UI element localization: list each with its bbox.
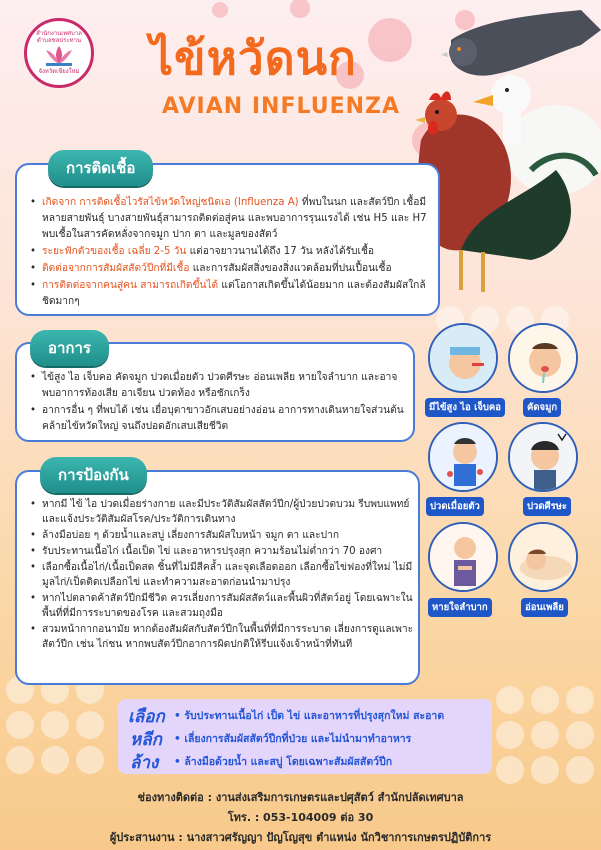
fever-icon [428, 323, 498, 393]
infection-list [30, 195, 430, 311]
headache-icon [508, 422, 578, 492]
motto-item: • ล้างมือด้วยน้ำ และสบู่ โดยเฉพาะสัมผัสสัตว์ปีก [174, 756, 393, 768]
logo-text-bottom: จังหวัดเชียงใหม่ [38, 68, 80, 75]
logo-text-top: สำนักงานเทศบาลตำบลชลประทาน [36, 30, 82, 44]
infection-item: • ติดต่อจากการสัมผัสสัตว์ปีกที่มีเชื้อ และการสัมผัสสิ่งของสิ่งแวดล้อมที่ปนเปื้อนเชื้อ [30, 261, 430, 277]
breathing-icon [428, 522, 498, 592]
footer-contact [0, 784, 601, 850]
prevention-item: • ล้างมือบ่อย ๆ ด้วยน้ำและสบู่ เลี่ยงการสัมผัสใบหน้า จมูก ตา และปาก [30, 528, 415, 543]
lotus-icon [42, 44, 76, 66]
infection-heading: การติดเชื้อ [48, 150, 153, 186]
symptom-label-runny-nose: คัดจมูก [523, 398, 561, 417]
prevention-item: • เลือกซื้อเนื้อไก่/เนื้อเป็ดสด ชิ้นที่ไม่มีสีคล้ำ และจุดเลือดออก เลือกซื้อไข่ฟองที่ใหม่ ไม่มีมูลไก่/เป็ดติดเปลือกไข่ และทำความสะอาดก่อนนำมาปรุง [30, 560, 415, 590]
motto-box [118, 699, 492, 774]
motto-item: • เลี่ยงการสัมผัสสัตว์ปีกที่ป่วย และไม่นำมาทำอาหาร [174, 733, 412, 745]
pigeon-icon [441, 10, 601, 76]
symptom-label-fever: มีไข้สูง ไอ เจ็บคอ [425, 398, 505, 417]
infection-item: • ระยะฟักตัวของเชื้อ เฉลี่ย 2-5 วัน แต่อาจยาวนานได้ถึง 17 วัน หลังได้รับเชื้อ [30, 244, 430, 260]
body-ache-icon [428, 422, 498, 492]
symptoms-list [30, 370, 405, 436]
symptom-item: • อาการอื่น ๆ ที่พบได้ เช่น เยื่อบุตาขาวอักเสบอย่างอ่อน อาการทางเดินหายใจส่วนต้นคล้ายไข้หวัดใหญ่ จนถึงปอดอักเสบเสียชีวิต [30, 403, 405, 435]
page-subtitle: AVIAN INFLUENZA [162, 94, 400, 119]
runny-nose-icon [508, 323, 578, 393]
infection-item: • การติดต่อจากคนสู่คน สามารถเกิดขึ้นได้ แต่โอกาสเกิดขึ้นได้น้อยมาก และต้องสัมผัสใกล้ชิดมากๆ [30, 278, 430, 310]
symptom-label-breathing: หายใจลำบาก [428, 598, 492, 617]
prevention-item: • หากมี ไข้ ไอ ปวดเมื่อยร่างกาย และมีประวัติสัมผัสสัตว์ปีก/ผู้ป่วยปวดบวม รีบพบแพทย์ และแจ้งประวัติสัมผัสโรค/ประวัติการเดินทาง [30, 497, 415, 527]
prevention-heading: การป้องกัน [40, 457, 147, 493]
prevention-list [30, 497, 415, 653]
motto-word-wash: ล้าง [130, 753, 159, 773]
motto-word-choose: เลือก [128, 707, 165, 727]
municipality-logo [24, 18, 94, 88]
infection-item: • เกิดจาก การติดเชื้อไวรัสไข้หวัดใหญ่ชนิดเอ (Influenza A) ที่พบในนก และสัตว์ปีก เชื้อมีหลายสายพันธุ์ บางสายพันธุ์สามารถติดต่อสู่คน และพบอาการรุนแรงได้ เช่น H5 และ H7 พบเชื้อในสารคัดหลั่งจากจมูก ปาก ตา และมูลของสัตว์ [30, 195, 430, 243]
footer-line: โทร. : 053-104009 ต่อ 30 [227, 811, 374, 824]
prevention-item: • สวมหน้ากากอนามัย หากต้องสัมผัสกับสัตว์ปีกในพื้นที่ที่มีการระบาด เลี่ยงการดูแลเพาะสัตว์ปีก เช่น ไก่ชน หากพบสัตว์ปีกอาการผิดปกติให้รีบแจ้งเจ้าหน้าที่ทันที [30, 622, 415, 652]
footer-line: ช่องทางติดต่อ : งานส่งเสริมการเกษตรและปศุสัตว์ สำนักปลัดเทศบาล [137, 791, 464, 804]
footer-line: ผู้ประสานงาน : นางสาวศรัญญา ปัญโญสุข ตำแหน่ง นักวิชาการเกษตรปฏิบัติการ [109, 831, 492, 844]
fatigue-icon [508, 522, 578, 592]
motto-item: • รับประทานเนื้อไก่ เป็ด ไข่ และอาหารที่ปรุงสุกใหม่ สะอาด [174, 710, 445, 722]
symptom-label-fatigue: อ่อนเพลีย [521, 598, 568, 617]
symptom-item: • ไข้สูง ไอ เจ็บคอ คัดจมูก ปวดเมื่อยตัว ปวดศีรษะ อ่อนเพลีย หายใจลำบาก และอาจพบอาการท้องเสีย อาเจียน ปวดท้อง หรือชักเกร็ง [30, 370, 405, 402]
prevention-item: • รับประทานเนื้อไก่ เนื้อเป็ด ไข่ และอาหารปรุงสุก ความร้อนไม่ต่ำกว่า 70 องศา [30, 544, 415, 559]
symptom-label-headache: ปวดศีรษะ [523, 497, 571, 516]
page-title: ไข้หวัดนก [150, 31, 357, 85]
symptoms-heading: อาการ [30, 330, 109, 366]
prevention-item: • หากไปตลาดค้าสัตว์ปีกมีชีวิต ควรเลี่ยงการสัมผัสสัตว์และพื้นผิวที่สัตว์อยู่ โดยเฉพาะในพื้นที่ที่มีการระบาดของโรค และสวมถุงมือ [30, 591, 415, 621]
symptom-label-body-ache: ปวดเมื่อยตัว [426, 497, 484, 516]
motto-word-avoid: หลีก [130, 730, 162, 750]
